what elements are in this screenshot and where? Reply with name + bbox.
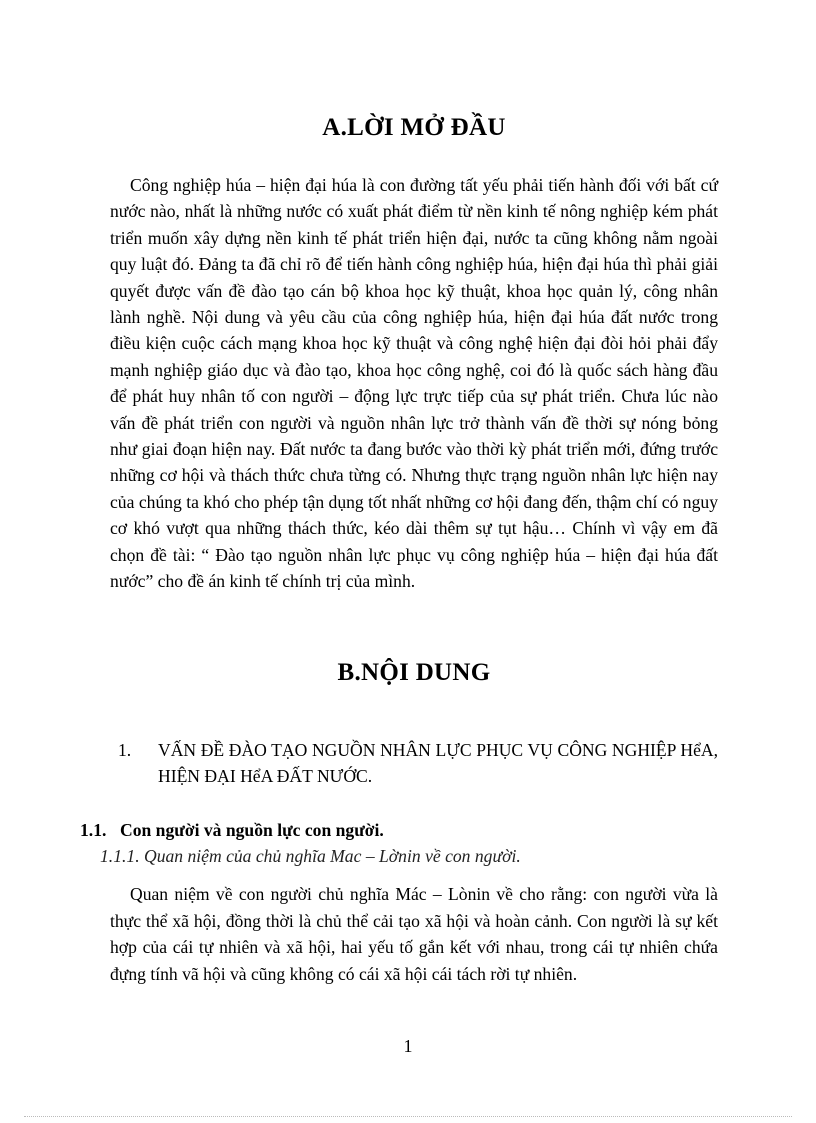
- subsubsection-heading: 1.1.1. Quan niệm của chủ nghĩa Mac – Lờnin về con người.: [100, 846, 521, 867]
- content-heading: B.NỘI DUNG: [337, 658, 491, 686]
- section-1-heading: [110, 737, 718, 790]
- footer-divider: [24, 1116, 792, 1117]
- intro-heading: A.LỜI MỞ ĐẦU: [322, 114, 506, 141]
- subsection-paragraph: Quan niệm về con người chủ nghĩa Mác – Lònin về cho rằng: con người vừa là thực thể xã hội, đồng thời là chủ thể cải tạo xã hội và hoàn cảnh. Con người là sự kết hợp của cái tự nhiên và xã hội, hai yếu tố gắn kết với nhau, trong cái tự nhiên chứa đựng tính vã hội và cũng không có cái xã hội cái tách rời tự nhiên.: [110, 884, 718, 984]
- section-1-number: 1.: [118, 739, 132, 760]
- intro-paragraph: Công nghiệp húa – hiện đại húa là con đường tất yếu phải tiến hành đối với bất cứ nước nào, nhất là những nước có xuất phát điểm từ nền kinh tế nông nghiệp kém phát triển muốn xây dựng nền kinh tế phát triển hiện đại, nước ta cũng không nằm ngoài quy luật đó. Đảng ta đã chỉ rõ để tiến hành công nghiệp húa, hiện đại húa thì phải giải quyết được vấn đề đào tạo cán bộ khoa học kỹ thuật, khoa học quản lý, công nhân lành nghề. Nội dung và yêu cầu của công nghiệp húa, hiện đại húa đất nước trong điều kiện cuộc cách mạng khoa học kỹ thuật và công nghệ hiện đại đòi hỏi phải đẩy mạnh nghiệp giáo dục và đào tạo, khoa học công nghệ, coi đó là quốc sách hàng đầu để phát huy nhân tố con người – động lực trực tiếp của sự phát triển. Chưa lúc nào vấn đề phát triển con người và nguồn nhân lực trở thành vấn đề thời sự nóng bỏng như giai đoạn hiện nay. Đất nước ta đang bước vào thời kỳ phát triển mới, đứng trước những cơ hội và thách thức chưa từng có. Nhưng thực trạng nguồn nhân lực hiện nay của chúng ta khó cho phép tận dụng tốt nhất những cơ hội đang đến, thậm chí có nguy cơ khó vượt qua những thách thức, kéo dài thêm sự tụt hậu… Chính vì vậy em đã chọn đề tài: “ Đào tạo nguồn nhân lực phục vụ công nghiệp húa – hiện đại húa đất nước” cho đề án kinh tế chính trị của mình.: [110, 175, 718, 592]
- subsection-title: Con người và nguồn lực con người.: [120, 820, 384, 841]
- page-content: [80, 110, 718, 987]
- section-1-title: VẤN ĐỀ ĐÀO TẠO NGUỒN NHÂN LỰC PHỤC VỤ CÔNG NGHIỆP HểA, HIỆN ĐẠI HểA ĐẤT NƯỚC.: [158, 739, 718, 786]
- subsection-heading: [80, 817, 718, 843]
- page-number: 1: [403, 1036, 413, 1056]
- subsection-number: 1.1.: [80, 820, 107, 841]
